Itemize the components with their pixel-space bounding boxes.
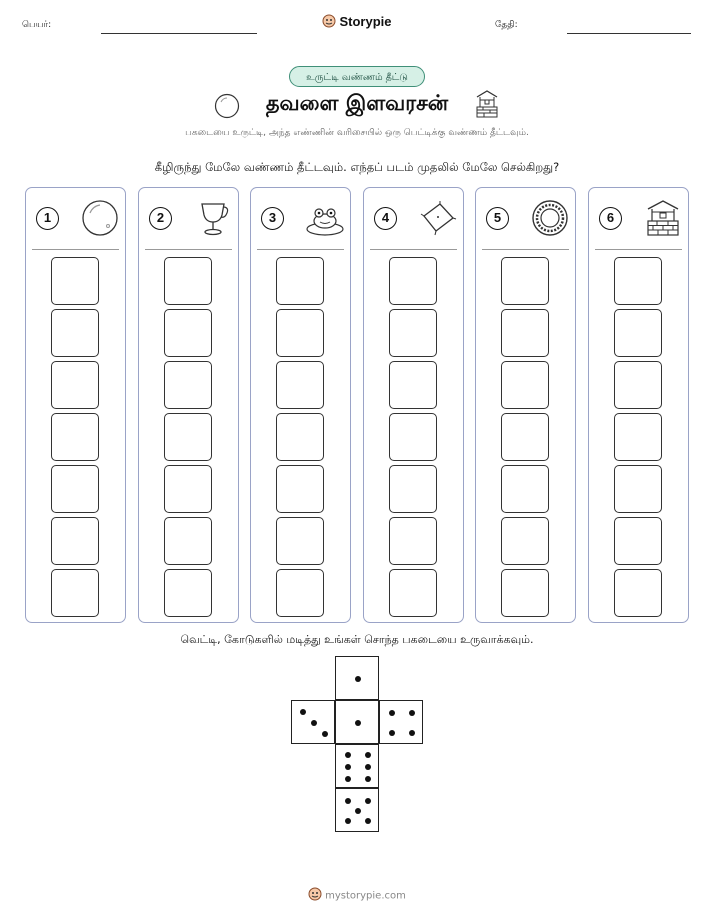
storypie-logo-icon (322, 14, 336, 31)
pip (345, 818, 351, 824)
column-divider (482, 249, 569, 250)
color-box[interactable] (501, 465, 549, 513)
color-box[interactable] (389, 517, 437, 565)
color-box[interactable] (276, 361, 324, 409)
color-box[interactable] (51, 517, 99, 565)
column-number: 6 (599, 207, 622, 230)
brand-name: Storypie (339, 14, 392, 29)
pip (409, 710, 415, 716)
color-box[interactable] (51, 257, 99, 305)
color-box[interactable] (614, 413, 662, 461)
subtitle: பகடையை உருட்டி, அந்த எண்ணின் வரிசையில் ஒரு பெட்டிக்கு வண்ணம் தீட்டவும். (185, 128, 529, 138)
color-box[interactable] (389, 569, 437, 617)
color-box[interactable] (276, 309, 324, 357)
color-box[interactable] (389, 257, 437, 305)
color-box[interactable] (614, 517, 662, 565)
column-4 (363, 187, 464, 623)
dice-face-center (335, 700, 379, 744)
color-box[interactable] (164, 465, 212, 513)
column-number: 1 (36, 207, 59, 230)
column-divider (32, 249, 119, 250)
color-box[interactable] (51, 361, 99, 409)
footer (0, 887, 714, 904)
color-box[interactable] (276, 413, 324, 461)
color-box[interactable] (51, 569, 99, 617)
pillow-icon (418, 198, 458, 238)
dice-face-left (291, 700, 335, 744)
pip (311, 720, 317, 726)
column-number: 3 (261, 207, 284, 230)
title-well-icon (473, 89, 501, 123)
pip (355, 720, 361, 726)
column-3 (250, 187, 351, 623)
color-box[interactable] (276, 257, 324, 305)
pip (355, 808, 361, 814)
column-1 (25, 187, 126, 623)
column-divider (257, 249, 344, 250)
frog-on-lilypad-icon (305, 198, 345, 238)
color-box[interactable] (501, 361, 549, 409)
pip (389, 730, 395, 736)
column-number: 5 (486, 207, 509, 230)
pip (365, 752, 371, 758)
color-box[interactable] (51, 413, 99, 461)
color-box[interactable] (51, 465, 99, 513)
pip (365, 818, 371, 824)
color-box[interactable] (389, 465, 437, 513)
name-line[interactable] (101, 33, 257, 34)
dice-face-top (335, 656, 379, 700)
color-box[interactable] (614, 309, 662, 357)
color-box[interactable] (614, 465, 662, 513)
color-box[interactable] (276, 517, 324, 565)
dice-face-lower (335, 744, 379, 788)
column-5 (475, 187, 576, 623)
column-divider (145, 249, 232, 250)
pip (365, 764, 371, 770)
column-2 (138, 187, 239, 623)
color-box[interactable] (51, 309, 99, 357)
brand-header (0, 14, 714, 31)
pip (365, 776, 371, 782)
instruction: கீழிருந்து மேலே வண்ணம் தீட்டவும். எந்தப் படம் முதலில் மேலே செல்கிறது? (154, 160, 560, 174)
color-box[interactable] (501, 517, 549, 565)
color-box[interactable] (614, 361, 662, 409)
column-divider (595, 249, 682, 250)
name-label: பெயர்: (22, 20, 52, 30)
column-divider (370, 249, 457, 250)
activity-tag: உருட்டி வண்ணம் தீட்டு (289, 66, 425, 87)
color-box[interactable] (389, 361, 437, 409)
color-box[interactable] (389, 309, 437, 357)
color-box[interactable] (501, 413, 549, 461)
dice-face-bottom (335, 788, 379, 832)
pip (355, 676, 361, 682)
column-number: 2 (149, 207, 172, 230)
color-box[interactable] (164, 517, 212, 565)
goblet-icon (193, 198, 233, 238)
color-box[interactable] (164, 569, 212, 617)
pip (345, 752, 351, 758)
pip (345, 764, 351, 770)
color-box[interactable] (164, 257, 212, 305)
pip (300, 709, 306, 715)
color-box[interactable] (501, 569, 549, 617)
color-box[interactable] (276, 569, 324, 617)
cut-instruction: வெட்டி, கோடுகளில் மடித்து உங்கள் சொந்த பகடையை உருவாக்கவும். (180, 633, 534, 646)
pip (389, 710, 395, 716)
pip (409, 730, 415, 736)
color-box[interactable] (164, 309, 212, 357)
bubble-icon (80, 198, 120, 238)
pip (345, 798, 351, 804)
color-box[interactable] (501, 257, 549, 305)
color-box[interactable] (276, 465, 324, 513)
column-6 (588, 187, 689, 623)
color-box[interactable] (164, 361, 212, 409)
footer-url[interactable]: mystorypie.com (325, 890, 406, 902)
pip (322, 731, 328, 737)
color-box[interactable] (164, 413, 212, 461)
wishing-well-icon (643, 198, 683, 238)
date-line[interactable] (567, 33, 691, 34)
color-box[interactable] (614, 257, 662, 305)
golden-ball-icon (530, 198, 570, 238)
pip (345, 776, 351, 782)
color-box[interactable] (501, 309, 549, 357)
storypie-footer-logo-icon (308, 887, 322, 904)
column-number: 4 (374, 207, 397, 230)
date-label: தேதி: (495, 20, 518, 30)
dice-face-right (379, 700, 423, 744)
pip (365, 798, 371, 804)
page-title: தவளை இளவரசன் (265, 91, 449, 115)
color-box[interactable] (389, 413, 437, 461)
color-box[interactable] (614, 569, 662, 617)
